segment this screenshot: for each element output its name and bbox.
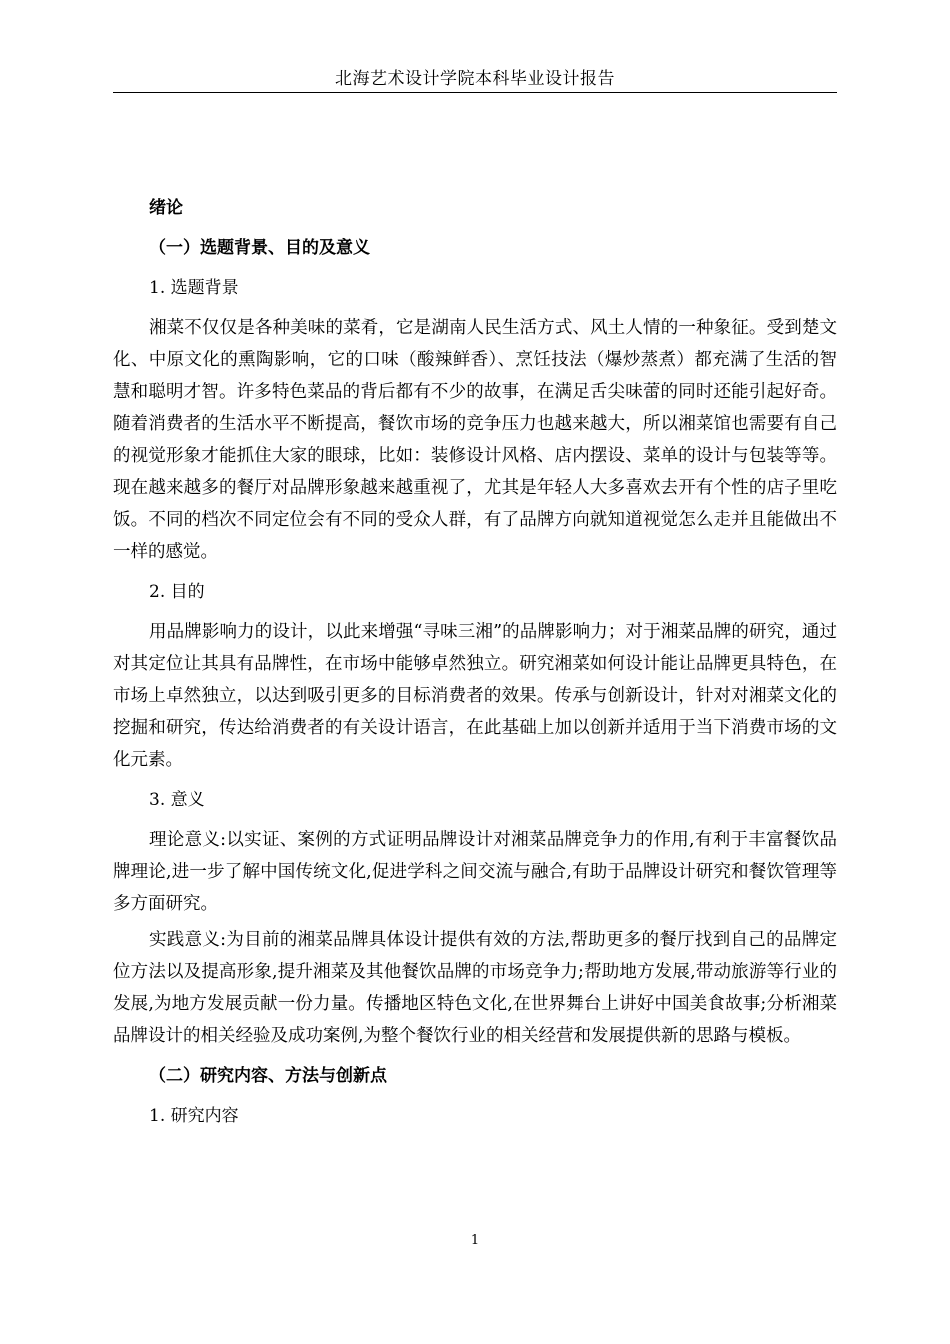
section-title-2: （二）研究内容、方法与创新点 [149, 1066, 387, 1086]
chapter-title: 绪论 [149, 198, 183, 218]
paragraph-practical-significance: 实践意义:为目前的湘菜品牌具体设计提供有效的方法,帮助更多的餐厅找到自己的品牌定位方法以及提高形象,提升湘菜及其他餐饮品牌的市场竞争力;帮助地方发展,带动旅游等行业的发展,为地方发展贡献一份力量。传播地区特色文化,在世界舞台上讲好中国美食故事;分析湘菜品牌设计的相关经验及成功案例,为整个餐饮行业的相关经营和发展提供新的思路与模板。 [113, 930, 837, 1046]
subsection-title-research-content: 1. 研究内容 [149, 1106, 239, 1126]
paragraph-theoretical-significance: 理论意义:以实证、案例的方式证明品牌设计对湘菜品牌竞争力的作用,有利于丰富餐饮品牌理论,进一步了解中国传统文化,促进学科之间交流与融合,有助于品牌设计研究和餐饮管理等多方面研究。 [113, 830, 837, 914]
page-number: 1 [470, 1233, 480, 1248]
subsection-title-background: 1. 选题背景 [149, 278, 239, 298]
page-header: 北海艺术设计学院本科毕业设计报告 [113, 66, 837, 93]
paragraph-purpose: 用品牌影响力的设计，以此来增强“寻味三湘”的品牌影响力；对于湘菜品牌的研究，通过对其定位让其具有品牌性，在市场中能够卓然独立。研究湘菜如何设计能让品牌更具特色，在市场上卓然独立，以达到吸引更多的目标消费者的效果。传承与创新设计，针对对湘菜文化的挖掘和研究，传达给消费者的有关设计语言，在此基础上加以创新并适用于当下消费市场的文化元素。 [113, 622, 837, 770]
paragraph-background: 湘菜不仅仅是各种美味的菜肴，它是湖南人民生活方式、风土人情的一种象征。受到楚文化、中原文化的熏陶影响，它的口味（酸辣鲜香）、烹饪技法（爆炒蒸煮）都充满了生活的智慧和聪明才智。许多特色菜品的背后都有不少的故事，在满足舌尖味蕾的同时还能引起好奇。随着消费者的生活水平不断提高，餐饮市场的竞争压力也越来越大，所以湘菜馆也需要有自己的视觉形象才能抓住大家的眼球，比如：装修设计风格、店内摆设、菜单的设计与包装等等。现在越来越多的餐厅对品牌形象越来越重视了，尤其是年轻人大多喜欢去开有个性的店子里吃饭。不同的档次不同定位会有不同的受众人群，有了品牌方向就知道视觉怎么走并且能做出不一样的感觉。 [113, 318, 837, 562]
document-body [113, 188, 837, 1136]
subsection-title-purpose: 2. 目的 [149, 582, 205, 602]
section-title-1: （一）选题背景、目的及意义 [149, 238, 370, 258]
subsection-title-significance: 3. 意义 [149, 790, 205, 810]
